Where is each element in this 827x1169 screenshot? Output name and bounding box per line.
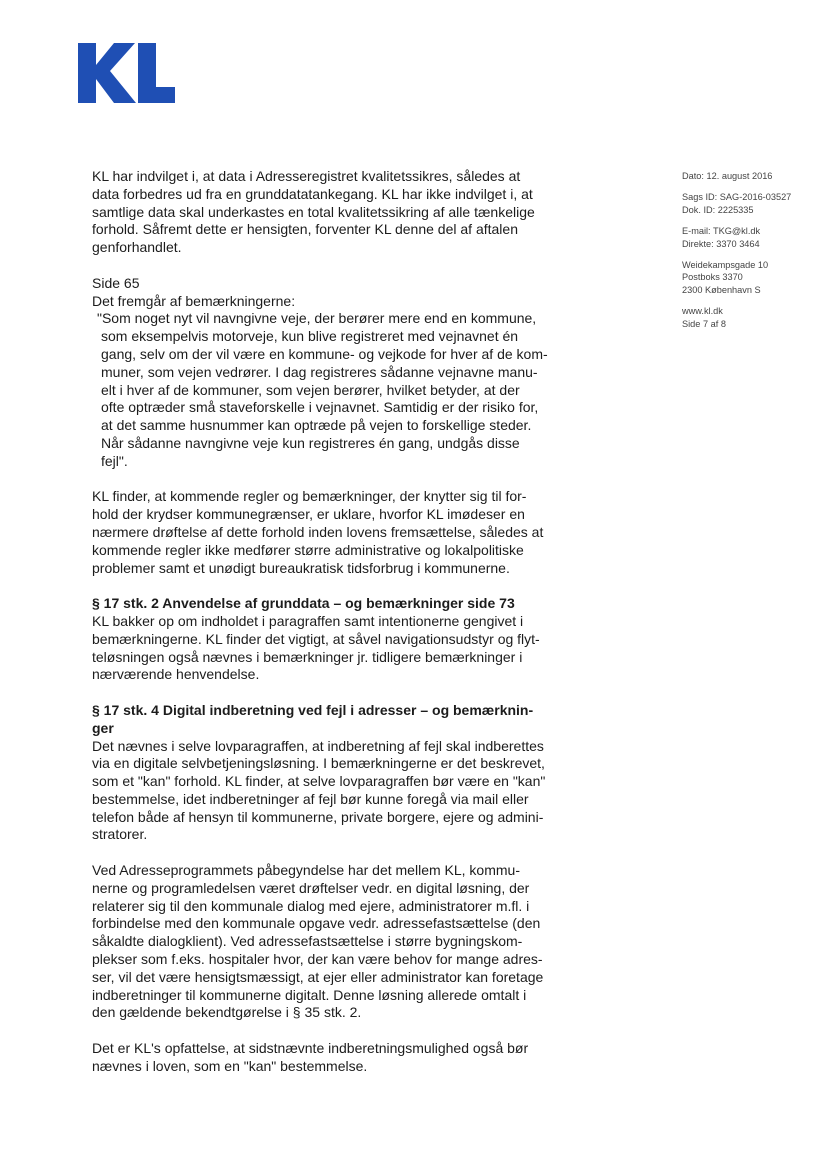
quote-line: ofte optræder små staveforskelle i vejnavnet. Samtidig er der risiko for,: [101, 399, 539, 416]
text-line: stratorer.: [92, 826, 148, 843]
kl-logo: [78, 43, 178, 103]
text-line: genforhandlet.: [92, 239, 182, 256]
text-line: indberetninger til kommunerne digitalt. Denne løsning allerede omtalt i: [92, 986, 527, 1003]
text-line: kommende regler ikke medfører større administrative og lokalpolitiske: [92, 541, 524, 558]
text-line: nærmere drøftelse af dette forhold inden lovens fremsættelse, således at: [92, 523, 544, 540]
section-heading: § 17 stk. 4 Digital indberetning ved fejl i adresser – og bemærknin-: [92, 701, 534, 718]
kl-logo-mark: [78, 43, 178, 103]
quote-line: at det samme husnummer kan optræde på vejen to forskellige steder.: [101, 417, 532, 434]
text-line: forhold. Såfremt dette er hensigten, forventer KL denne del af aftalen: [92, 221, 518, 238]
text-line: ser, vil det være hensigtsmæssigt, at ejer eller administrator kan foretage: [92, 968, 544, 985]
section-heading: § 17 stk. 2 Anvendelse af grunddata – og bemærkninger side 73: [92, 595, 515, 612]
text-line: nærværende henvendelse.: [92, 666, 260, 683]
text-line: som et "kan" forhold. KL finder, at selve lovparagraffen bør være en "kan": [92, 773, 546, 790]
address-group: [682, 259, 822, 296]
section-heading: Side 65: [92, 274, 140, 291]
paragraph-conclusion: [92, 1040, 572, 1076]
text-line: KL har indvilget i, at data i Adresseregistret kvalitetssikres, således at: [92, 168, 521, 184]
text-line: via en digitale selvbetjeningsløsning. I bemærkningerne er det beskrevet,: [92, 755, 545, 772]
date: Dato: 12. august 2016: [682, 171, 773, 181]
text-line: forbindelse med den kommunale opgave vedr. adressefastsættelse (den: [92, 915, 541, 932]
text-line: den gældende bekendtgørelse i § 35 stk. 2.: [92, 1004, 362, 1021]
id-group: [682, 191, 822, 216]
page-number: Side 7 af 8: [682, 318, 726, 329]
email: E-mail: TKG@kl.dk: [682, 226, 761, 237]
text-line: bestemmelse, idet indberetninger af fejl bør kunne foregå via mail eller: [92, 790, 529, 807]
section-heading: ger: [92, 719, 114, 736]
section-side-65: [92, 275, 572, 471]
text-line: bemærkningerne. KL finder det vigtigt, at såvel navigationsudstyr og flyt-: [92, 630, 540, 647]
text-line: KL bakker op om indholdet i paragraffen samt intentionerne gengivet i: [92, 612, 524, 629]
document-id: Dok. ID: 2225335: [682, 204, 754, 215]
address-line-2: Postboks 3370: [682, 272, 743, 283]
quote-line: gang, selv om der vil være en kommune- og vejkode for hver af de kom-: [101, 345, 548, 362]
case-id: Sags ID: SAG-2016-03527: [682, 192, 792, 203]
quote-line: Når sådanne navngivne veje kun registreres én gang, undgås disse: [101, 434, 520, 451]
text-line: data forbedres ud fra en grunddatatankegang. KL har ikke indvilget i, at: [92, 185, 533, 202]
quote-line: elt i hver af de kommuner, som vejen berører, hvilket betyder, at der: [101, 381, 520, 398]
quote-line: fejl".: [101, 452, 128, 469]
text-line: plekser som f.eks. hospitaler hvor, der kan være behov for mange adres-: [92, 951, 543, 968]
text-line: samtlige data skal underkastes en total kvalitetssikring af alle tænkelige: [92, 203, 535, 220]
section-intro: Det fremgår af bemærkningerne:: [92, 292, 296, 309]
paragraph-cross-border: [92, 488, 572, 577]
contact-group: [682, 225, 822, 250]
address-line-1: Weidekampsgade 10: [682, 260, 769, 271]
quote-line: som eksempelvis motorveje, kun blive registreret med vejnavnet én: [101, 328, 519, 345]
quote-line: "Som noget nyt vil navngivne veje, der berører mere end en kommune,: [97, 310, 537, 327]
address-line-3: 2300 København S: [682, 284, 761, 295]
text-line: såkaldte dialogklient). Ved adressefastsættelse i større bygningskom-: [92, 933, 523, 950]
section-17-4: [92, 702, 572, 844]
paragraph-dialog-client: [92, 862, 572, 1022]
section-17-2: [92, 595, 572, 684]
text-line: nerne og programledelsen været drøftelser vedr. en digital løsning, der: [92, 879, 530, 896]
text-line: teløsningen også nævnes i bemærkninger jr. tidligere bemærkninger i: [92, 648, 523, 665]
text-line: hold der krydser kommunegrænser, er uklare, hvorfor KL imødeser en: [92, 506, 525, 523]
text-line: relaterer sig til den kommunale dialog med ejere, administratorer m.fl. i: [92, 897, 530, 914]
text-line: telefon både af hensyn til kommunerne, private borgere, ejere og admini-: [92, 808, 544, 825]
direct-phone: Direkte: 3370 3464: [682, 238, 760, 249]
text-line: problemer samt et unødigt bureaukratisk tidsforbrug i kommunerne.: [92, 559, 510, 576]
text-line: Det nævnes i selve lovparagraffen, at indberetning af fejl skal indberettes: [92, 737, 544, 754]
quote-block: [92, 310, 572, 470]
document-metadata: [682, 170, 822, 339]
website: www.kl.dk: [682, 306, 723, 317]
text-line: KL finder, at kommende regler og bemærkninger, der knytter sig til for-: [92, 488, 527, 505]
text-line: nævnes i loven, som en "kan" bestemmelse.: [92, 1057, 368, 1074]
text-line: Ved Adresseprogrammets påbegyndelse har det mellem KL, kommu-: [92, 862, 520, 879]
date-group: [682, 170, 822, 182]
text-line: Det er KL's opfattelse, at sidstnævnte indberetningsmulighed også bør: [92, 1040, 529, 1057]
web-group: [682, 305, 822, 330]
letter-body: [92, 168, 572, 1093]
paragraph-data-quality: [92, 168, 572, 257]
quote-line: muner, som vejen vedrører. I dag registreres sådanne vejnavne manu-: [101, 363, 538, 380]
